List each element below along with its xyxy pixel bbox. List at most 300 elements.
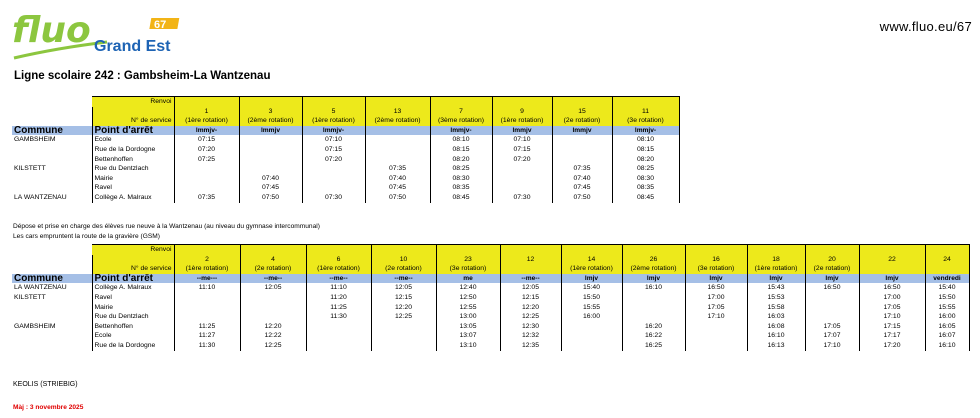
commune-header: Commune xyxy=(12,274,92,284)
service-label: N° de service xyxy=(92,116,174,126)
service-number: 16 xyxy=(685,255,747,265)
departure-time: 17:20 xyxy=(859,341,925,351)
commune-name xyxy=(12,183,92,193)
stop-name: Collège A. Malraux xyxy=(92,193,174,203)
departure-time: 08:20 xyxy=(612,155,679,165)
departure-time: 16:13 xyxy=(747,341,805,351)
departure-time xyxy=(622,303,685,313)
table-row xyxy=(12,341,969,351)
departure-time: 15:50 xyxy=(561,293,622,303)
service-number: 1 xyxy=(174,107,239,117)
commune-header: Commune xyxy=(12,126,92,136)
departure-time xyxy=(174,183,239,193)
logo-brand: Grand Est xyxy=(94,38,171,55)
departure-time xyxy=(240,312,306,322)
departure-time: 11:30 xyxy=(306,312,371,322)
departure-time: 07:40 xyxy=(365,174,430,184)
logo-badge-number: 67 xyxy=(154,19,167,31)
departure-time: 08:45 xyxy=(612,193,679,203)
last-updated: Màj : 3 novembre 2025 xyxy=(13,404,84,411)
renvoi-cell xyxy=(371,245,436,255)
departure-time: 07:35 xyxy=(552,164,612,174)
departure-time: 07:15 xyxy=(492,145,552,155)
departure-time: 11:25 xyxy=(306,303,371,313)
departure-time xyxy=(561,331,622,341)
departure-time xyxy=(365,135,430,145)
departure-time: 16:25 xyxy=(622,341,685,351)
service-number: 12 xyxy=(500,255,561,265)
renvoi-cell xyxy=(925,245,969,255)
departure-time: 07:45 xyxy=(552,183,612,193)
service-number: 9 xyxy=(492,107,552,117)
renvoi-cell xyxy=(239,97,302,107)
departure-time: 07:25 xyxy=(174,155,239,165)
departure-time: 11:20 xyxy=(306,293,371,303)
departure-time: 17:07 xyxy=(805,331,859,341)
service-rotation: (1ère rotation) xyxy=(306,264,371,274)
spacer xyxy=(12,264,92,274)
service-rotation: (2ème rotation) xyxy=(239,116,302,126)
service-rotation: (1ère rotation) xyxy=(492,116,552,126)
departure-time: 17:17 xyxy=(859,331,925,341)
service-days: --me-- xyxy=(306,274,371,284)
table-row xyxy=(12,155,679,165)
departure-time: 08:10 xyxy=(430,135,492,145)
departure-time xyxy=(685,331,747,341)
departure-time xyxy=(552,135,612,145)
service-number: 18 xyxy=(747,255,805,265)
table-row xyxy=(12,183,679,193)
departure-time: 13:05 xyxy=(436,322,500,332)
renvoi-cell xyxy=(174,245,240,255)
departure-time: 16:50 xyxy=(805,283,859,293)
departure-time xyxy=(306,322,371,332)
commune-name: GAMBSHEIM xyxy=(14,322,56,330)
stop-header: Point d'arrêt xyxy=(92,274,174,284)
service-number: 3 xyxy=(239,107,302,117)
departure-time: 16:10 xyxy=(747,331,805,341)
departure-time xyxy=(302,164,365,174)
table-row xyxy=(12,312,969,322)
service-rotation: (1ère rotation) xyxy=(302,116,365,126)
renvoi-cell xyxy=(859,245,925,255)
table-row xyxy=(12,174,679,184)
stop-name: Rue du Dentzlach xyxy=(92,164,174,174)
departure-time: 12:32 xyxy=(500,331,561,341)
commune-name: LA WANTZENAU xyxy=(14,284,67,292)
departure-time: 08:15 xyxy=(430,145,492,155)
departure-time: 17:00 xyxy=(685,293,747,303)
service-number: 23 xyxy=(436,255,500,265)
departure-time xyxy=(239,145,302,155)
departure-time xyxy=(685,322,747,332)
departure-time: 07:40 xyxy=(552,174,612,184)
service-rotation: (1ère rotation) xyxy=(747,264,805,274)
departure-time xyxy=(492,174,552,184)
departure-time: 12:05 xyxy=(240,283,306,293)
departure-time: 16:50 xyxy=(859,283,925,293)
departure-time: 16:10 xyxy=(925,341,969,351)
timetable-school-trips xyxy=(12,96,680,203)
stop-name: Rue du Dentzlach xyxy=(92,312,174,322)
stop-name: Ecole xyxy=(92,331,174,341)
departure-time: 07:40 xyxy=(239,174,302,184)
departure-time: 16:03 xyxy=(747,312,805,322)
departure-time: 13:00 xyxy=(436,312,500,322)
service-rotation: (1ère rotation) xyxy=(174,116,239,126)
departure-time: 07:50 xyxy=(365,193,430,203)
commune-name xyxy=(12,341,92,351)
table-row xyxy=(12,331,969,341)
spacer xyxy=(12,97,92,107)
stop-name: Rue de la Dordogne xyxy=(92,145,174,155)
departure-time: 11:30 xyxy=(174,341,240,351)
departure-time xyxy=(302,174,365,184)
table-row xyxy=(12,293,969,303)
departure-time: 12:05 xyxy=(500,283,561,293)
commune-name xyxy=(12,303,92,313)
stop-name: Bettenhoffen xyxy=(92,155,174,165)
service-number: 14 xyxy=(561,255,622,265)
departure-time: 07:45 xyxy=(365,183,430,193)
service-rotation: (1ère rotation) xyxy=(561,264,622,274)
departure-time: 11:10 xyxy=(174,283,240,293)
renvoi-cell xyxy=(612,97,679,107)
commune-name: KILSTETT xyxy=(14,165,46,173)
departure-time: 12:15 xyxy=(371,293,436,303)
service-rotation xyxy=(925,264,969,274)
renvoi-cell xyxy=(492,97,552,107)
departure-time xyxy=(805,312,859,322)
departure-time: 12:40 xyxy=(436,283,500,293)
departure-time xyxy=(371,331,436,341)
departure-time xyxy=(306,341,371,351)
service-number: 15 xyxy=(552,107,612,117)
table-row xyxy=(12,164,679,174)
departure-time: 08:25 xyxy=(612,164,679,174)
departure-time: 07:15 xyxy=(174,135,239,145)
departure-time xyxy=(552,145,612,155)
departure-time: 11:25 xyxy=(174,322,240,332)
table-row xyxy=(12,322,969,332)
departure-time: 17:10 xyxy=(859,312,925,322)
commune-name: GAMBSHEIM xyxy=(14,136,56,144)
service-rotation: (3ème rotation) xyxy=(430,116,492,126)
service-number: 26 xyxy=(622,255,685,265)
departure-time: 12:55 xyxy=(436,303,500,313)
departure-time: 07:30 xyxy=(492,193,552,203)
service-label: N° de service xyxy=(92,264,174,274)
service-label-spacer xyxy=(92,107,174,117)
departure-time xyxy=(174,164,239,174)
spacer xyxy=(12,255,92,265)
departure-time xyxy=(805,293,859,303)
service-days: --me-- xyxy=(240,274,306,284)
service-number: 6 xyxy=(306,255,371,265)
service-days: lmjv xyxy=(747,274,805,284)
website-url: www.fluo.eu/67 xyxy=(879,19,972,34)
service-rotation xyxy=(500,264,561,274)
table-row xyxy=(12,145,679,155)
renvoi-cell xyxy=(302,97,365,107)
departure-time: 16:00 xyxy=(561,312,622,322)
stop-name: Ecole xyxy=(92,135,174,145)
departure-time xyxy=(622,293,685,303)
departure-time xyxy=(306,331,371,341)
departure-time: 07:45 xyxy=(239,183,302,193)
renvoi-cell xyxy=(747,245,805,255)
table-row xyxy=(12,135,679,145)
table-row xyxy=(12,193,679,203)
departure-time xyxy=(371,341,436,351)
service-number: 11 xyxy=(612,107,679,117)
service-rotation: (2ème rotation) xyxy=(365,116,430,126)
departure-time: 15:50 xyxy=(925,293,969,303)
service-number: 10 xyxy=(371,255,436,265)
service-number: 2 xyxy=(174,255,240,265)
departure-time: 11:10 xyxy=(306,283,371,293)
departure-time: 12:25 xyxy=(371,312,436,322)
departure-time: 16:22 xyxy=(622,331,685,341)
stop-name: Mairie xyxy=(92,174,174,184)
departure-time xyxy=(805,303,859,313)
commune-name: KILSTETT xyxy=(14,293,46,301)
departure-time: 16:05 xyxy=(925,322,969,332)
service-days: me xyxy=(436,274,500,284)
renvoi-cell xyxy=(240,245,306,255)
departure-time: 12:25 xyxy=(240,341,306,351)
service-rotation: (3e rotation) xyxy=(685,264,747,274)
departure-time xyxy=(552,155,612,165)
service-number: 24 xyxy=(925,255,969,265)
stop-name: Ravel xyxy=(92,183,174,193)
departure-time: 12:05 xyxy=(371,283,436,293)
departure-time: 17:10 xyxy=(685,312,747,322)
departure-time xyxy=(240,293,306,303)
spacer xyxy=(12,245,92,255)
renvoi-cell xyxy=(805,245,859,255)
departure-time: 17:05 xyxy=(685,303,747,313)
departure-time: 12:20 xyxy=(371,303,436,313)
service-number: 7 xyxy=(430,107,492,117)
service-days xyxy=(365,126,430,136)
service-rotation: (2e rotation) xyxy=(805,264,859,274)
departure-time xyxy=(371,322,436,332)
note-2: Les cars empruntent la route de la gravière (GSM) xyxy=(13,233,160,240)
service-rotation xyxy=(859,264,925,274)
departure-time xyxy=(240,303,306,313)
stop-name: Ravel xyxy=(92,293,174,303)
departure-time: 08:45 xyxy=(430,193,492,203)
departure-time: 08:35 xyxy=(612,183,679,193)
departure-time: 17:05 xyxy=(805,322,859,332)
timetable-midday-evening xyxy=(12,244,970,351)
departure-time: 07:10 xyxy=(492,135,552,145)
notes xyxy=(13,222,320,242)
service-days: lmjv xyxy=(685,274,747,284)
renvoi-cell xyxy=(500,245,561,255)
departure-time: 16:07 xyxy=(925,331,969,341)
service-rotation: (3e rotation) xyxy=(612,116,679,126)
departure-time: 17:15 xyxy=(859,322,925,332)
departure-time: 07:20 xyxy=(302,155,365,165)
departure-time: 16:08 xyxy=(747,322,805,332)
stop-name: Mairie xyxy=(92,303,174,313)
departure-time: 15:58 xyxy=(747,303,805,313)
spacer xyxy=(12,116,92,126)
departure-time: 07:15 xyxy=(302,145,365,155)
departure-time: 12:22 xyxy=(240,331,306,341)
stop-name: Bettenhoffen xyxy=(92,322,174,332)
renvoi-cell xyxy=(306,245,371,255)
service-days: lmmjv xyxy=(239,126,302,136)
departure-time xyxy=(239,155,302,165)
fluo-grand-est-logo xyxy=(12,14,197,64)
service-label-spacer xyxy=(92,255,174,265)
departure-time: 07:10 xyxy=(302,135,365,145)
departure-time: 12:25 xyxy=(500,312,561,322)
renvoi-cell xyxy=(685,245,747,255)
departure-time xyxy=(561,322,622,332)
departure-time: 08:30 xyxy=(430,174,492,184)
departure-time: 15:40 xyxy=(561,283,622,293)
renvoi-cell xyxy=(174,97,239,107)
departure-time: 16:00 xyxy=(925,312,969,322)
departure-time: 12:50 xyxy=(436,293,500,303)
table-row xyxy=(12,283,969,293)
renvoi-cell xyxy=(436,245,500,255)
service-number: 13 xyxy=(365,107,430,117)
renvoi-cell xyxy=(552,97,612,107)
departure-time: 13:10 xyxy=(436,341,500,351)
service-days: lmjv xyxy=(859,274,925,284)
operator: KEOLIS (STRIEBIG) xyxy=(13,381,78,388)
departure-time: 12:35 xyxy=(500,341,561,351)
service-days: --me-- xyxy=(500,274,561,284)
logo-word: fluo xyxy=(12,14,91,51)
service-number: 22 xyxy=(859,255,925,265)
departure-time xyxy=(174,303,240,313)
departure-time: 12:30 xyxy=(500,322,561,332)
service-days: lmjv xyxy=(805,274,859,284)
departure-time: 11:27 xyxy=(174,331,240,341)
departure-time: 17:00 xyxy=(859,293,925,303)
departure-time xyxy=(622,312,685,322)
departure-time xyxy=(365,155,430,165)
service-rotation: (1ère rotation) xyxy=(174,264,240,274)
renvoi-label: Renvoi xyxy=(92,97,174,107)
departure-time: 08:20 xyxy=(430,155,492,165)
service-rotation: (2e rotation) xyxy=(240,264,306,274)
departure-time xyxy=(174,174,239,184)
service-number: 5 xyxy=(302,107,365,117)
commune-name xyxy=(12,174,92,184)
departure-time: 07:20 xyxy=(174,145,239,155)
service-days: lmmjv xyxy=(492,126,552,136)
stop-name: Rue de la Dordogne xyxy=(92,341,174,351)
departure-time: 15:43 xyxy=(747,283,805,293)
departure-time: 07:20 xyxy=(492,155,552,165)
commune-name xyxy=(12,155,92,165)
departure-time xyxy=(239,164,302,174)
departure-time: 12:15 xyxy=(500,293,561,303)
departure-time xyxy=(561,341,622,351)
service-rotation: (2e rotation) xyxy=(552,116,612,126)
service-days: lmmjv- xyxy=(430,126,492,136)
service-days: lmmjv xyxy=(552,126,612,136)
departure-time: 12:20 xyxy=(500,303,561,313)
departure-time xyxy=(685,341,747,351)
departure-time: 15:55 xyxy=(925,303,969,313)
service-days: --me--- xyxy=(174,274,240,284)
table-row xyxy=(12,303,969,313)
departure-time: 08:25 xyxy=(430,164,492,174)
departure-time: 15:53 xyxy=(747,293,805,303)
departure-time xyxy=(365,145,430,155)
service-number: 20 xyxy=(805,255,859,265)
departure-time: 07:35 xyxy=(174,193,239,203)
departure-time: 08:30 xyxy=(612,174,679,184)
departure-time xyxy=(174,312,240,322)
renvoi-cell xyxy=(365,97,430,107)
departure-time: 07:30 xyxy=(302,193,365,203)
service-days: lmjv xyxy=(561,274,622,284)
departure-time: 15:55 xyxy=(561,303,622,313)
stop-header: Point d'arrêt xyxy=(92,126,174,136)
departure-time: 08:35 xyxy=(430,183,492,193)
renvoi-cell xyxy=(561,245,622,255)
departure-time: 17:05 xyxy=(859,303,925,313)
renvoi-cell xyxy=(622,245,685,255)
service-rotation: (2e rotation) xyxy=(371,264,436,274)
departure-time xyxy=(239,135,302,145)
service-days: lmmjv- xyxy=(174,126,239,136)
departure-time xyxy=(492,164,552,174)
service-rotation: (2ème rotation) xyxy=(622,264,685,274)
renvoi-cell xyxy=(430,97,492,107)
commune-name: LA WANTZENAU xyxy=(14,193,67,201)
departure-time: 08:10 xyxy=(612,135,679,145)
departure-time: 07:50 xyxy=(552,193,612,203)
page-title: Ligne scolaire 242 : Gambsheim-La Wantzenau xyxy=(14,70,271,82)
note-1: Dépose et prise en charge des élèves rue neuve à la Wantzenau (au niveau du gymnase intercommunal) xyxy=(13,223,320,230)
departure-time xyxy=(174,293,240,303)
service-days: --me-- xyxy=(371,274,436,284)
departure-time: 07:35 xyxy=(365,164,430,174)
commune-name xyxy=(12,312,92,322)
commune-name xyxy=(12,145,92,155)
departure-time: 17:10 xyxy=(805,341,859,351)
commune-name xyxy=(12,331,92,341)
departure-time: 16:10 xyxy=(622,283,685,293)
departure-time: 16:20 xyxy=(622,322,685,332)
service-days: lmmjv- xyxy=(612,126,679,136)
departure-time: 16:50 xyxy=(685,283,747,293)
departure-time: 13:07 xyxy=(436,331,500,341)
service-days: vendredi xyxy=(925,274,969,284)
stop-name: Collège A. Malraux xyxy=(92,283,174,293)
departure-time: 08:15 xyxy=(612,145,679,155)
departure-time xyxy=(492,183,552,193)
spacer xyxy=(12,107,92,117)
service-number: 4 xyxy=(240,255,306,265)
departure-time xyxy=(302,183,365,193)
departure-time: 15:40 xyxy=(925,283,969,293)
service-days: lmjv xyxy=(622,274,685,284)
departure-time: 12:20 xyxy=(240,322,306,332)
service-days: lmmjv- xyxy=(302,126,365,136)
service-rotation: (3e rotation) xyxy=(436,264,500,274)
